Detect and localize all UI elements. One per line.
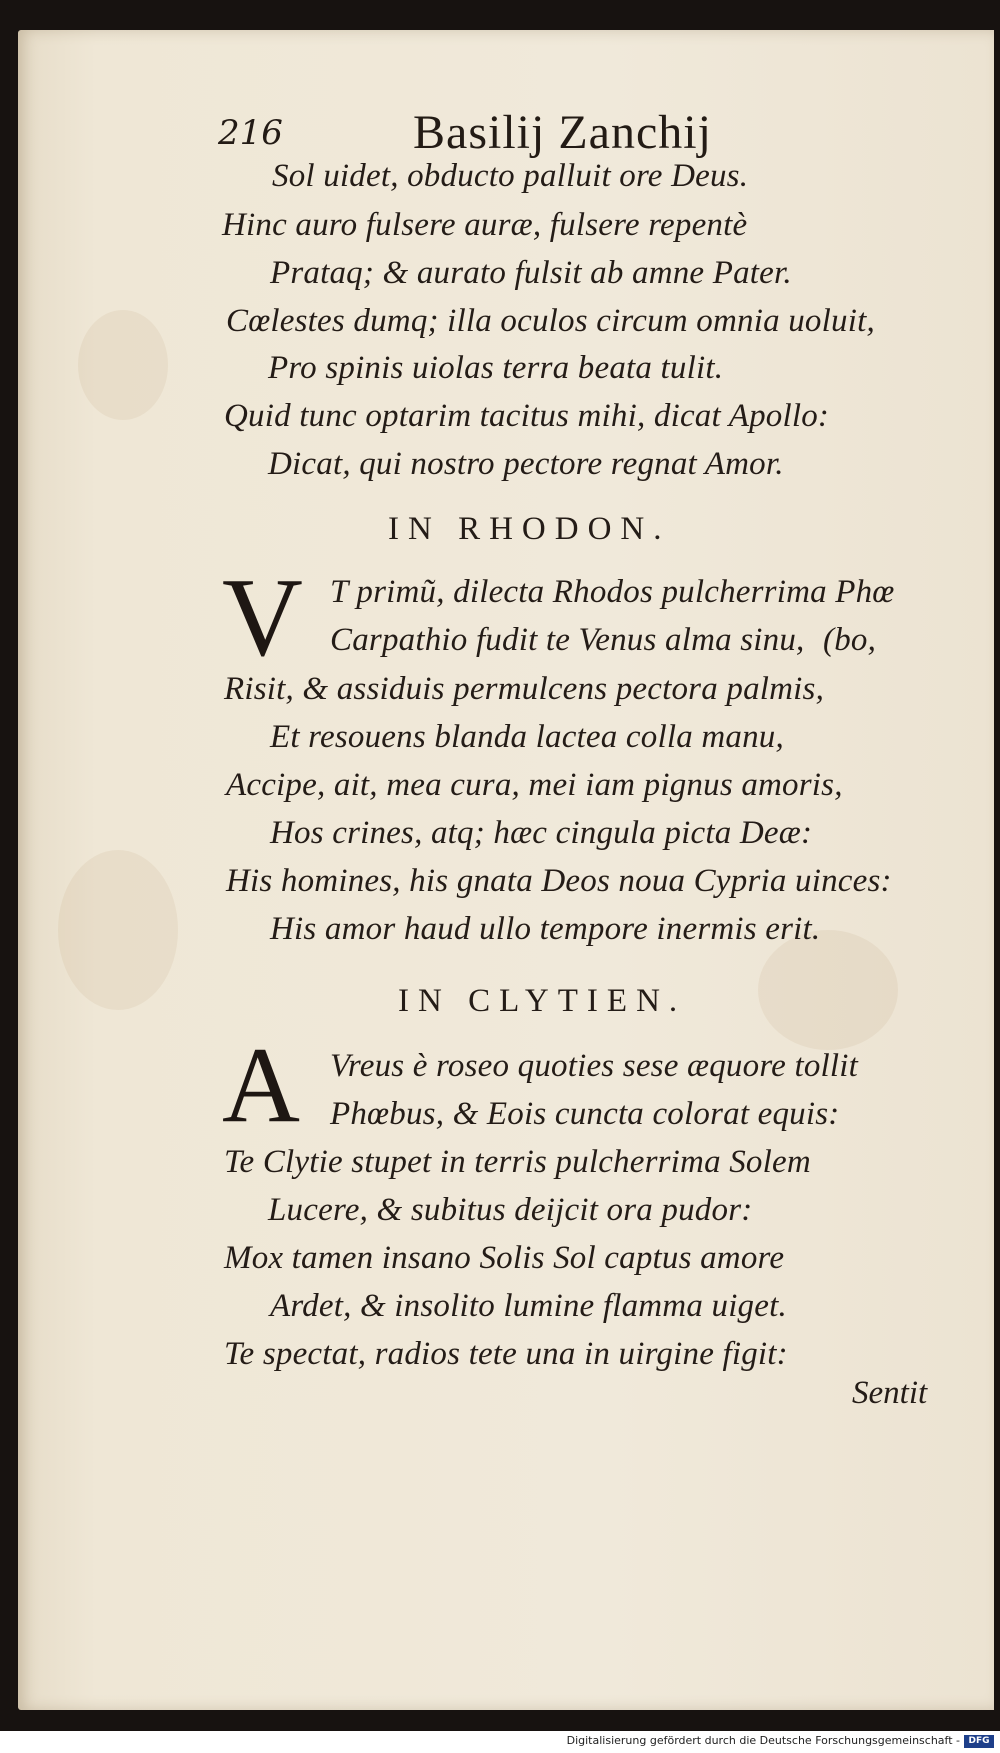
running-head: Basilij Zanchij	[413, 106, 712, 159]
verse-line: Risit, & assiduis permulcens pectora palmis,	[224, 671, 825, 707]
verse-line: Te spectat, radios tete una in uirgine figit:	[224, 1336, 788, 1372]
verse-line: Hos crines, atq; hæc cingula picta Deæ:	[270, 815, 813, 851]
verse-line: T primũ, dilecta Rhodos pulcherrima Phœ	[330, 574, 895, 610]
verse-line: Dicat, qui nostro pectore regnat Amor.	[268, 446, 784, 482]
drop-initial: V	[222, 556, 303, 680]
verse-line: Cœlestes dumq; illa oculos circum omnia uoluit,	[226, 303, 875, 339]
verse-line: Carpathio fudit te Venus alma sinu,	[330, 622, 805, 658]
verse-line: Lucere, & subitus deijcit ora pudor:	[268, 1192, 753, 1228]
paper-stain	[78, 310, 168, 420]
page-number: 216	[218, 113, 283, 153]
footer-credit: Digitalisierung gefördert durch die Deutsche Forschungsgemeinschaft -	[566, 1734, 960, 1747]
verse-line: Pro spinis uiolas terra beata tulit.	[268, 350, 724, 386]
paper-stain	[758, 930, 898, 1050]
verse-line: Et resouens blanda lactea colla manu,	[270, 719, 784, 755]
verse-line: Ardet, & insolito lumine flamma uiget.	[270, 1288, 787, 1324]
verse-line: Phœbus, & Eois cuncta colorat equis:	[330, 1096, 840, 1132]
verse-line: Accipe, ait, mea cura, mei iam pignus amoris,	[226, 767, 843, 803]
verse-line-overflow: (bo,	[823, 622, 877, 658]
poem-title: IN CLYTIEN.	[398, 983, 687, 1019]
page-header	[0, 105, 1000, 165]
poem-title: IN RHODON.	[388, 511, 671, 547]
drop-initial: A	[222, 1026, 300, 1145]
verse-line: Mox tamen insano Solis Sol captus amore	[224, 1240, 785, 1276]
verse-line: Sol uidet, obducto palluit ore Deus.	[272, 158, 749, 194]
verse-line: Hinc auro fulsere auræ, fulsere repentè	[222, 207, 748, 243]
dfg-logo-badge: DFG	[964, 1735, 994, 1748]
verse-line: Prataq; & aurato fulsit ab amne Pater.	[270, 255, 792, 291]
verse-line: His amor haud ullo tempore inermis erit.	[270, 911, 821, 947]
verse-line: His homines, his gnata Deos noua Cypria uinces:	[226, 863, 892, 899]
verse-line: Vreus è roseo quoties sese æquore tollit	[330, 1048, 858, 1084]
verse-line: Quid tunc optarim tacitus mihi, dicat Apollo:	[224, 398, 830, 434]
paper-stain	[58, 850, 178, 1010]
verse-line: Te Clytie stupet in terris pulcherrima Solem	[224, 1144, 811, 1180]
catchword: Sentit	[852, 1375, 928, 1411]
